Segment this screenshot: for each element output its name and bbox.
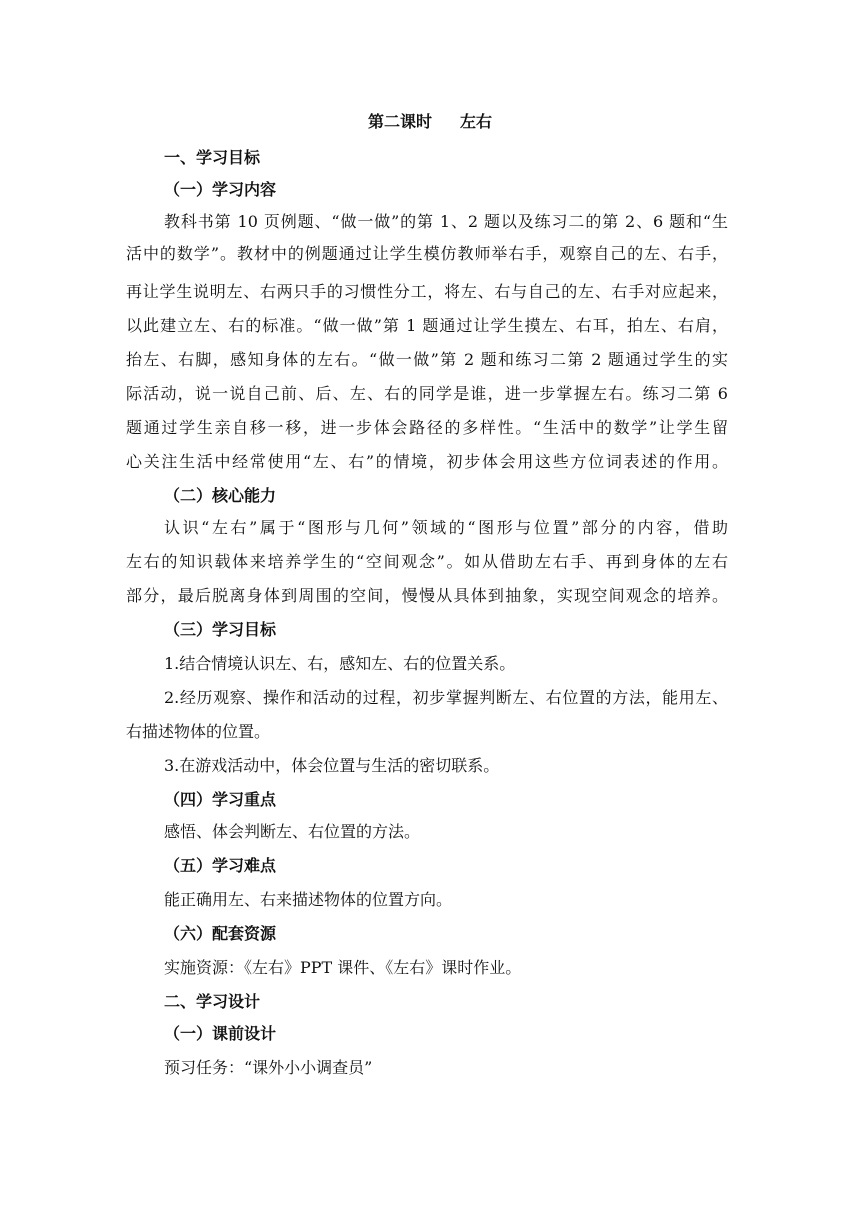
section-heading: 二、学习设计 (164, 992, 261, 1011)
paragraph-line: 际活动，说一说自己前、后、左、右的同学是谁，进一步掌握左右。练习二第 6 (126, 384, 728, 403)
subsection-heading: （二）核心能力 (164, 486, 277, 505)
section-heading: 一、学习目标 (164, 148, 261, 167)
subsection-heading: （六）配套资源 (164, 924, 277, 943)
list-item: 1.结合情境认识左、右，感知左、右的位置关系。 (164, 654, 516, 673)
lesson-topic: 左右 (460, 112, 493, 131)
paragraph-line: 教科书第 10 页例题、“做一做”的第 1、2 题以及练习二的第 2、6 题和“生 (164, 212, 728, 231)
list-item: 2.经历观察、操作和活动的过程，初步掌握判断左、右位置的方法，能用左、 (164, 688, 728, 707)
paragraph-line: 预习任务：“课外小小调查员” (164, 1058, 373, 1077)
paragraph-line: 以此建立左、右的标准。“做一做”第 1 题通过让学生摸左、右耳，拍左、右肩， (126, 316, 728, 335)
paragraph-line: 能正确用左、右来描述物体的位置方向。 (164, 890, 453, 909)
page-title (0, 112, 860, 132)
paragraph-line: 活中的数学”。教材中的例题通过让学生模仿教师举右手，观察自己的左、右手， (126, 244, 728, 263)
paragraph-line: 抬左、右脚，感知身体的左右。“做一做”第 2 题和练习二第 2 题通过学生的实 (126, 350, 728, 369)
subsection-heading: （一）课前设计 (164, 1024, 277, 1043)
list-item-continued: 右描述物体的位置。 (126, 722, 271, 741)
paragraph-line: 左右的知识载体来培养学生的“空间观念”。如从借助左右手、再到身体的左右 (126, 552, 728, 571)
subsection-heading: （三）学习目标 (164, 620, 277, 639)
subsection-heading: （一）学习内容 (164, 180, 277, 199)
subsection-heading: （四）学习重点 (164, 790, 277, 809)
subsection-heading: （五）学习难点 (164, 856, 277, 875)
paragraph-line: 再让学生说明左、右两只手的习惯性分工，将左、右与自己的左、右手对应起来， (126, 282, 728, 301)
list-item: 3.在游戏活动中，体会位置与生活的密切联系。 (164, 756, 500, 775)
paragraph-line: 心关注生活中经常使用“左、右”的情境，初步体会用这些方位词表述的作用。 (126, 452, 728, 471)
lesson-label: 第二课时 (367, 112, 432, 131)
paragraph-line: 认识“左右”属于“图形与几何”领域的“图形与位置”部分的内容，借助 (164, 518, 728, 537)
paragraph-line: 题通过学生亲自移一移，进一步体会路径的多样性。“生活中的数学”让学生留 (126, 418, 728, 437)
paragraph-line: 感悟、体会判断左、右位置的方法。 (164, 822, 421, 841)
paragraph-line: 实施资源：《左右》PPT 课件、《左右》课时作业。 (164, 958, 522, 977)
paragraph-line: 部分，最后脱离身体到周围的空间，慢慢从具体到抽象，实现空间观念的培养。 (126, 586, 728, 605)
